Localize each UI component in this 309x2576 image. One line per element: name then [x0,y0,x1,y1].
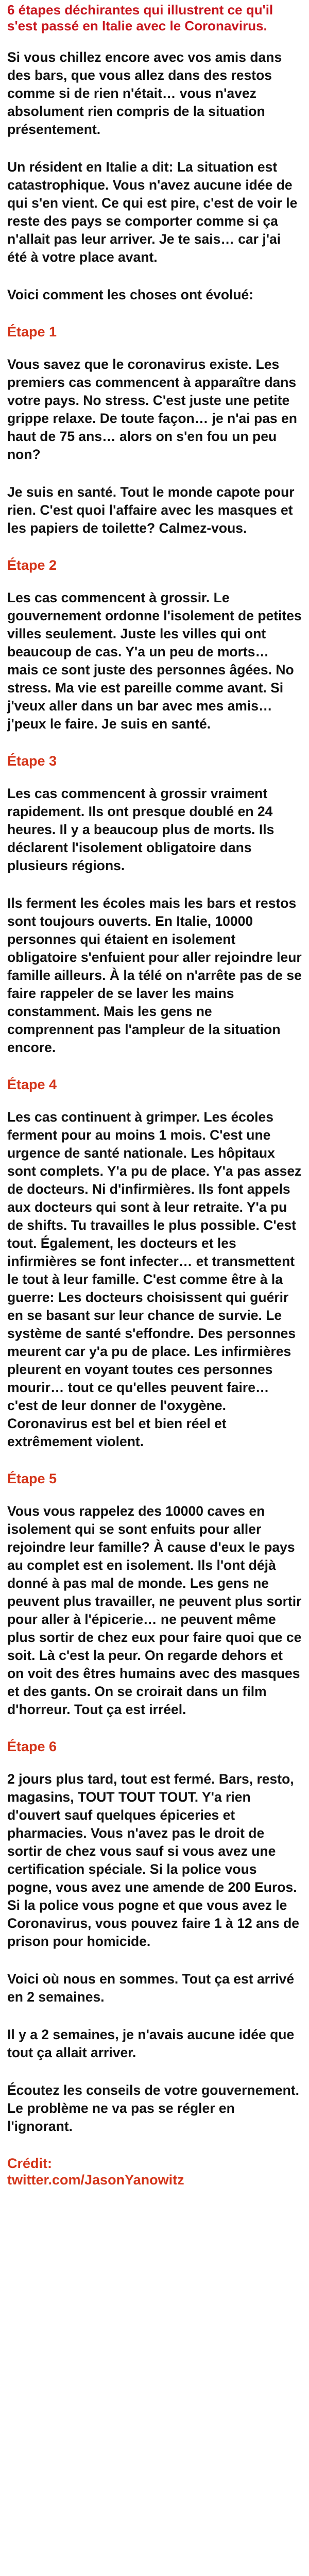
step-2-heading: Étape 2 [7,557,57,573]
step-1-paragraph-1: Vous savez que le coronavirus existe. Les premiers cas commencent à apparaître dans votre pays. No stress. C'est juste une petite grippe relaxe. De toute façon… je n'ai pas en haut de 75 ans… alors on s'en fou un peu non? [7,357,297,462]
credit [7,2155,302,2188]
step-6-paragraph-3: Il y a 2 semaines, je n'avais aucune idée que tout ça allait arriver. [7,2027,295,2060]
step-3-heading: Étape 3 [7,753,57,769]
step-2-paragraph-1: Les cas commencent à grossir. Le gouvernement ordonne l'isolement de petites villes seulement. Juste les villes qui ont beaucoup de cas. Y'a un peu de morts… mais ce sont juste des personnes âgées. No stress. Ma vie est pareille comme avant. Si j'veux aller dans un bar avec mes amis… j'peux le faire. Je suis en santé. [7,590,302,732]
credit-label: Crédit: [7,2156,52,2171]
article-title: 6 étapes déchirantes qui illustrent ce qu'il s'est passé en Italie avec le Coronavirus. [7,2,273,33]
intro-paragraph-2: Un résident en Italie a dit: La situation est catastrophique. Vous n'avez aucune idée de qui s'en vient. Ce qui est pire, c'est de voir le reste des pays se comporter comme si ça n'allait pas leur arriver. Je te sais… car j'ai été à votre place avant. [7,159,298,265]
step-5-paragraph-1: Vous vous rappelez des 10000 caves en isolement qui se sont enfuits pour aller rejoindre leur famille? À cause d'eux le pays au complet est en isolement. Ils l'ont déjà donné à pas mal de monde. Les gens ne peuvent plus travailler, ne peuvent plus sortir pour aller à l'épicerie… ne peuvent même plus sortir de chez eux pour faire quoi que ce soit. Là c'est la peur. On regarde dehors et on voit des êtres humains avec des masques et des gants. On se croirait dans un film d'horreur. Tout ça est irréel. [7,1503,302,1717]
step-6-paragraph-4: Écoutez les conseils de votre gouvernement. Le problème ne va pas se régler en l'ignorant. [7,2082,299,2134]
step-6-heading: Étape 6 [7,1739,57,1754]
step-1-heading: Étape 1 [7,324,57,340]
step-6-paragraph-1: 2 jours plus tard, tout est fermé. Bars, resto, magasins, TOUT TOUT TOUT. Y'a rien d'ouvert sauf quelques épiceries et pharmacies. Vous n'avez pas le droit de sortir de chez vous sauf si vous avez une certification spéciale. Si la police vous pogne, vous avez une amende de 200 Euros. Si la police vous pogne et que vous avez le Coronavirus, vous pouvez faire 1 à 12 ans de prison pour homicide. [7,1771,300,1949]
step-4-paragraph-1: Les cas continuent à grimper. Les écoles ferment pour au moins 1 mois. C'est une urgence de santé nationale. Les hôpitaux sont complets. Y'a pu de place. Y'a pas assez de docteurs. Ni d'infirmières. Ils font appels aux docteurs qui sont à leur retraite. Y'a pu de shifts. Tu travailles le plus possible. C'est tout. Également, les docteurs et les infirmières se font infecter… et transmettent le tout à leur famille. C'est comme être à la guerre: Les docteurs choisissent qui guérir en se basant sur leur chance de survie. Le système de santé s'effondre. Des personnes meurent car y'a pu de place. Les infirmières pleurent en voyant toutes ces personnes mourir… tout ce qu'elles peuvent faire… c'est de leur donner de l'oxygène. Coronavirus est bel et bien réel et extrêmement violent. [7,1109,302,1449]
step-3-paragraph-2: Ils ferment les écoles mais les bars et restos sont toujours ouverts. En Italie, 10000 personnes qui étaient en isolement obligatoire s'enfuient pour aller rejoindre leur famille ailleurs. À la télé on n'arrête pas de se faire rappeler de se laver les mains constamment. Mais les gens ne comprennent pas l'ampleur de la situation encore. [7,895,302,1055]
intro-paragraph-1: Si vous chillez encore avec vos amis dans des bars, que vous allez dans des restos comme si de rien n'était… vous n'avez absolument rien compris de la situation présentement. [7,49,282,137]
step-4-heading: Étape 4 [7,1077,57,1092]
intro-paragraph-3: Voici comment les choses ont évolué: [7,287,254,302]
step-6-paragraph-2: Voici où nous en sommes. Tout ça est arrivé en 2 semaines. [7,1971,295,2005]
step-5-heading: Étape 5 [7,1471,57,1486]
credit-link[interactable]: twitter.com/JasonYanowitz [7,2172,184,2188]
step-3-paragraph-1: Les cas commencent à grossir vraiment rapidement. Ils ont presque doublé en 24 heures. Il y a beaucoup plus de morts. Ils déclarent l'isolement obligatoire dans plusieurs régions. [7,786,274,873]
step-1-paragraph-2: Je suis en santé. Tout le monde capote pour rien. C'est quoi l'affaire avec les masques et les papiers de toilette? Calmez-vous. [7,484,295,536]
